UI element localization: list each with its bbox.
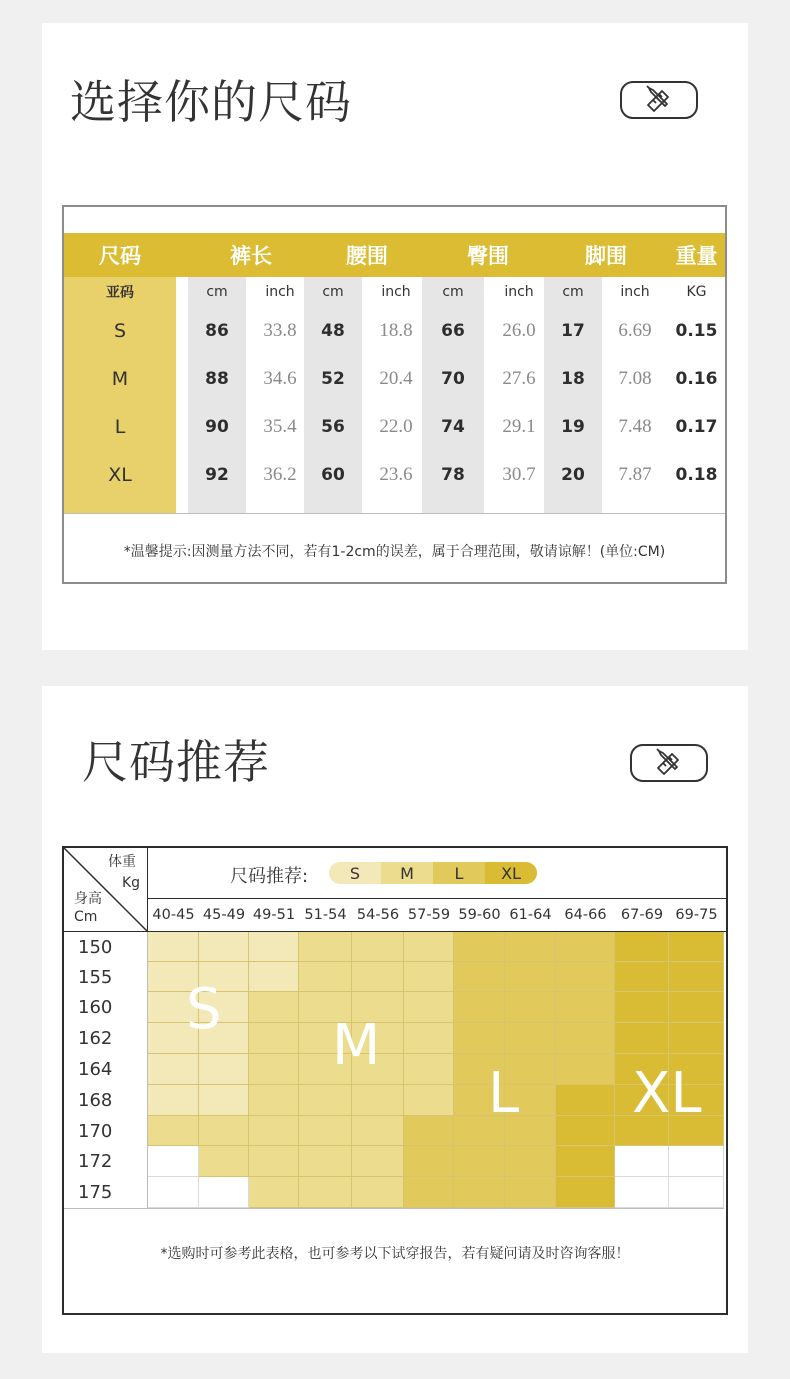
height-value: 175	[78, 1182, 113, 1203]
unit-cm: cm	[206, 284, 228, 300]
cm-value: 86	[205, 321, 229, 341]
height-value: 150	[78, 936, 113, 958]
grid-cell	[404, 1146, 454, 1177]
grid-cell	[404, 962, 454, 992]
weight-range: 45-49	[202, 907, 246, 923]
grid-cell	[148, 1116, 199, 1146]
grid-cell	[454, 962, 505, 992]
header-group-3: 脚围	[544, 233, 668, 277]
grid-cell	[249, 1177, 299, 1208]
grid-cell	[669, 1023, 724, 1054]
badge	[630, 744, 708, 782]
inch-value: 18.8	[379, 320, 413, 341]
cm-value: 20	[561, 465, 585, 485]
inch-value: 29.1	[502, 416, 536, 437]
cm-value: 17	[561, 321, 585, 341]
grid-cell	[249, 1023, 299, 1054]
size-table	[62, 205, 727, 584]
grid-cell	[352, 932, 404, 962]
size-label: XL	[108, 464, 132, 486]
grid-cell	[556, 1177, 615, 1208]
grid-cell	[299, 962, 352, 992]
header-group-0: 裤长	[188, 233, 314, 277]
inch-value: 7.08	[618, 368, 652, 389]
grid-cell	[505, 1177, 556, 1208]
cm-value: 52	[321, 369, 345, 389]
badge	[620, 81, 698, 119]
inch-value: 34.6	[263, 368, 297, 389]
unit-weight: KG	[686, 284, 707, 300]
table-divider	[64, 513, 725, 514]
grid-cell	[404, 1177, 454, 1208]
grid-cell	[556, 1116, 615, 1146]
grid-cell	[505, 1146, 556, 1177]
grid-cell	[148, 1054, 199, 1085]
grid-cell	[669, 1146, 724, 1177]
grid-cell	[556, 1054, 615, 1085]
weight-value: 0.15	[675, 321, 718, 341]
inch-value: 22.0	[379, 416, 413, 437]
grid-cell	[404, 932, 454, 962]
unit-inch: inch	[620, 284, 650, 300]
inch-value: 30.7	[502, 464, 536, 485]
grid-cell	[556, 932, 615, 962]
grid-cell	[199, 1054, 249, 1085]
legend-label: 尺码推荐:	[230, 866, 309, 887]
height-value: 172	[78, 1151, 113, 1172]
grid-cell	[454, 932, 505, 962]
grid-cell	[454, 992, 505, 1023]
size-label: L	[114, 416, 126, 438]
measurement-note: *温馨提示:因测量方法不同，若有1-2cm的误差，属于合理范围，敬请谅解！(单位:CM)	[123, 544, 666, 560]
legend-item: XL	[485, 862, 537, 884]
grid-cell	[148, 932, 199, 962]
weight-range: 67-69	[620, 907, 664, 923]
height-value: 168	[78, 1090, 113, 1111]
grid-cell	[249, 1116, 299, 1146]
grid-cell	[199, 1116, 249, 1146]
grid-cell	[352, 1085, 404, 1116]
grid-cell	[199, 1085, 249, 1116]
cm-value: 70	[441, 369, 465, 389]
grid-cell	[556, 1146, 615, 1177]
grid-cell	[249, 932, 299, 962]
grid-cell	[299, 1177, 352, 1208]
unit-inch: inch	[265, 284, 295, 300]
grid-cell	[249, 992, 299, 1023]
grid-bottom-line	[64, 1208, 724, 1209]
grid-cell	[404, 1023, 454, 1054]
grid-cell	[404, 1116, 454, 1146]
grid-cell	[249, 962, 299, 992]
header-line	[148, 898, 728, 899]
grid-cell	[615, 992, 669, 1023]
grid-cell	[299, 932, 352, 962]
section-title: 尺码推荐	[82, 735, 270, 789]
weight-value: 0.17	[675, 417, 718, 437]
unit-size: 亚码	[106, 285, 134, 301]
grid-cell	[505, 962, 556, 992]
grid-cell	[669, 1177, 724, 1208]
grid-cell	[454, 1146, 505, 1177]
grid-cell	[352, 1146, 404, 1177]
grid-cell	[669, 932, 724, 962]
inch-value: 36.2	[263, 464, 297, 485]
weight-label: 体重	[108, 854, 136, 870]
grid-cell	[556, 1023, 615, 1054]
height-column-line	[147, 932, 148, 1208]
weight-range: 61-64	[509, 907, 552, 923]
grid-cell	[556, 1085, 615, 1116]
inch-value: 27.6	[502, 368, 536, 389]
grid-cell	[615, 1146, 669, 1177]
unit-inch: inch	[381, 284, 411, 300]
grid-cell	[404, 1085, 454, 1116]
grid-cell	[299, 1085, 352, 1116]
grid-cell	[404, 992, 454, 1023]
grid-cell	[615, 962, 669, 992]
unit-cm: cm	[562, 284, 584, 300]
unit-cm: cm	[442, 284, 464, 300]
grid-cell	[148, 1177, 199, 1208]
unit-inch: inch	[504, 284, 534, 300]
weight-range: 64-66	[564, 907, 607, 923]
inch-value: 23.6	[379, 464, 413, 485]
cm-value: 74	[441, 417, 465, 437]
cm-value: 88	[205, 369, 229, 389]
cm-value: 60	[321, 465, 345, 485]
weight-range: 51-54	[304, 907, 347, 923]
cm-value: 90	[205, 417, 229, 437]
header-line	[147, 848, 148, 932]
inch-value: 26.0	[502, 320, 536, 341]
grid-cell	[669, 992, 724, 1023]
cm-value: 18	[561, 369, 585, 389]
legend-item: M	[381, 862, 433, 884]
grid-cell	[454, 1023, 505, 1054]
weight-range: 59-60	[458, 907, 501, 923]
grid-cell	[454, 1177, 505, 1208]
grid-cell	[505, 992, 556, 1023]
grid-cell	[352, 1116, 404, 1146]
size-legend	[329, 862, 537, 884]
cm-value: 48	[321, 321, 345, 341]
weight-range: 40-45	[152, 907, 195, 923]
legend-item: S	[329, 862, 381, 884]
weight-range: 54-56	[356, 907, 400, 923]
cm-value: 19	[561, 417, 585, 437]
grid-cell	[299, 1146, 352, 1177]
grid-cell	[505, 932, 556, 962]
recommendation-note: *选购时可参考此表格，也可参考以下试穿报告，若有疑问请及时咨询客服！	[160, 1246, 630, 1262]
height-value: 160	[78, 997, 113, 1018]
cm-value: 78	[441, 465, 465, 485]
inch-value: 6.69	[618, 320, 652, 341]
inch-value: 20.4	[379, 368, 413, 389]
region-label-xl: XL	[632, 1061, 702, 1126]
cm-value: 56	[321, 417, 345, 437]
cm-value: 66	[441, 321, 465, 341]
weight-value: 0.18	[675, 465, 718, 485]
size-label: S	[113, 320, 127, 342]
weight-value: 0.16	[675, 369, 718, 389]
page-title: 选择你的尺码	[70, 75, 352, 129]
grid-cell	[556, 992, 615, 1023]
grid-cell	[352, 962, 404, 992]
grid-cell	[615, 1177, 669, 1208]
grid-cell	[404, 1054, 454, 1085]
grid-cell	[148, 1146, 199, 1177]
grid-cell	[556, 962, 615, 992]
size-label: M	[111, 368, 129, 390]
inch-value: 7.87	[618, 464, 652, 485]
weight-range: 69-75	[675, 907, 718, 923]
grid-cell	[505, 1023, 556, 1054]
height-unit: Cm	[74, 909, 98, 925]
weight-range: 57-59	[407, 907, 451, 923]
inch-value: 33.8	[263, 320, 297, 341]
grid-cell	[615, 1023, 669, 1054]
grid-cell	[669, 962, 724, 992]
pencil-ruler-icon	[651, 745, 687, 781]
height-value: 162	[78, 1028, 113, 1049]
grid-cell	[199, 1146, 249, 1177]
height-label: 身高	[74, 891, 102, 907]
region-label-l: L	[488, 1061, 520, 1126]
inch-value: 35.4	[263, 416, 297, 437]
cm-value: 92	[205, 465, 229, 485]
header-size: 尺码	[64, 233, 176, 277]
weight-range: 49-51	[252, 907, 296, 923]
inch-value: 7.48	[618, 416, 652, 437]
grid-cell	[199, 1177, 249, 1208]
grid-cell	[199, 932, 249, 962]
height-value: 164	[78, 1059, 113, 1080]
grid-cell	[299, 1116, 352, 1146]
grid-cell	[249, 1054, 299, 1085]
pencil-ruler-icon	[641, 82, 677, 118]
header-weight: 重量	[668, 233, 725, 277]
height-value: 170	[78, 1120, 113, 1142]
grid-cell	[352, 1177, 404, 1208]
recommendation-table	[62, 846, 728, 1315]
legend-item: L	[433, 862, 485, 884]
height-value: 155	[78, 966, 113, 988]
grid-cell	[249, 1085, 299, 1116]
unit-cm: cm	[322, 284, 344, 300]
grid-cell	[148, 1085, 199, 1116]
header-group-2: 臀围	[422, 233, 554, 277]
grid-cell	[249, 1146, 299, 1177]
region-label-m: M	[332, 1013, 381, 1078]
grid-cell	[615, 932, 669, 962]
region-label-s: S	[186, 977, 222, 1042]
weight-unit: Kg	[122, 875, 141, 891]
header-group-1: 腰围	[304, 233, 430, 277]
